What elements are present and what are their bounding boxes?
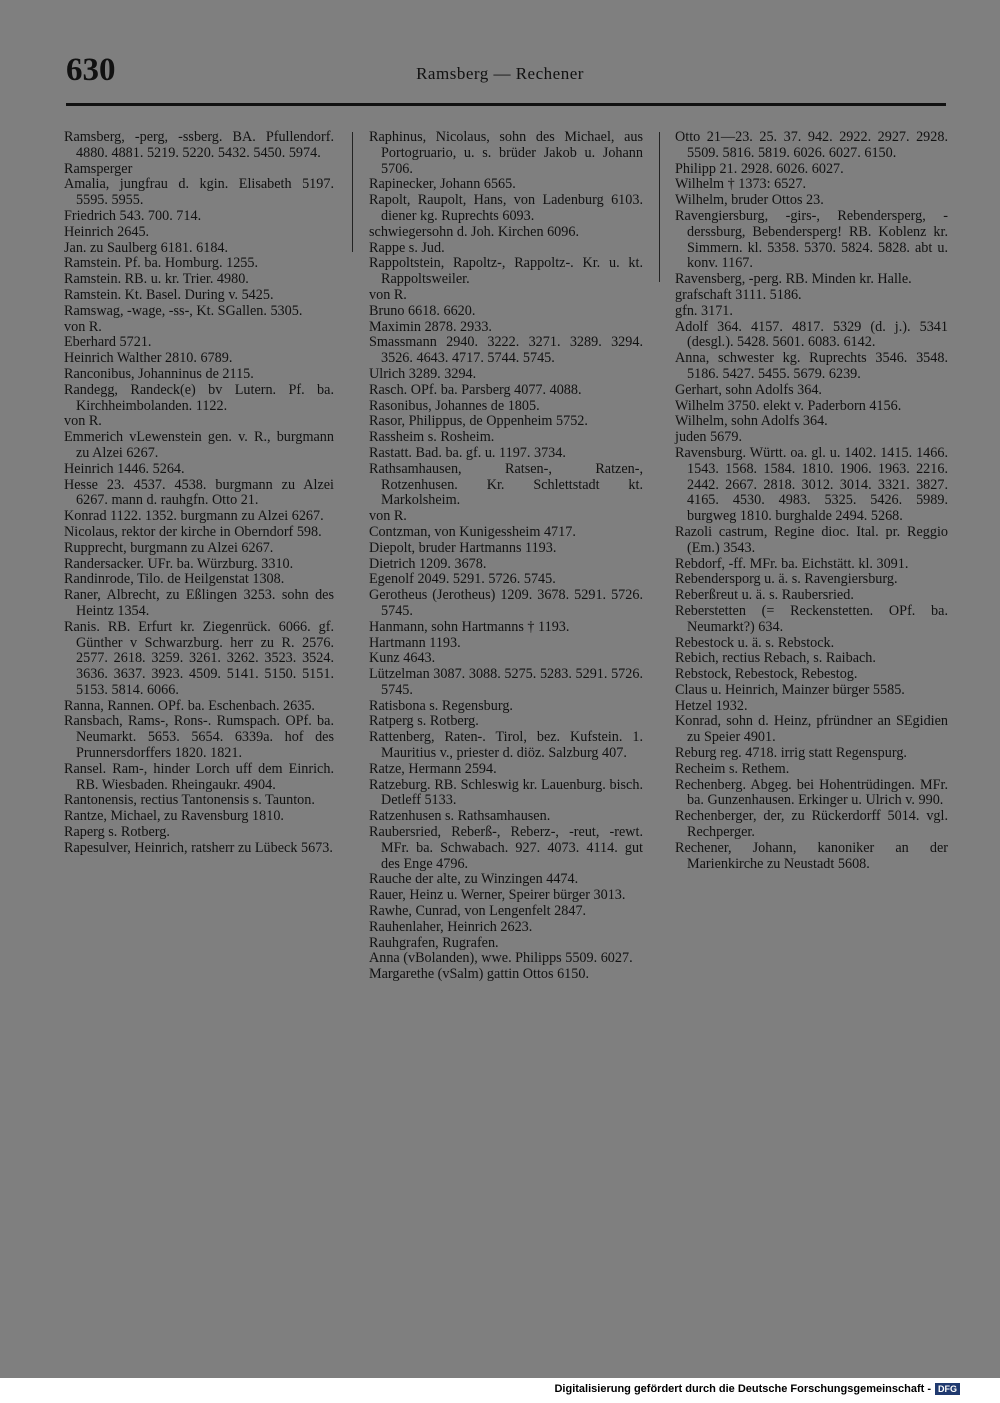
index-entry: Rechenberger, der, zu Rückerdorff 5014. vgl. Rechperger. — [675, 808, 948, 841]
index-entry: Ravensburg. Württ. oa. gl. u. 1402. 1415. 1466. 1543. 1568. 1584. 1810. 1906. 1963. 2216. 2442. 2667. 2818. 3012. 3014. 3321. 3827. 4165. 4530. 4983. 5325. 5426. 5989. burgweg 1810. burghalde 2494. 5268. — [675, 444, 948, 525]
index-entry: Recheim s. Rethem. — [675, 760, 790, 777]
index-entry: von R. — [369, 286, 407, 303]
index-entry: Konrad 1122. 1352. burgmann zu Alzei 6267. — [64, 508, 324, 525]
index-entry: Margarethe (vSalm) gattin Ottos 6150. — [369, 966, 589, 983]
index-entry: Rantonensis, rectius Tantonensis s. Taunton. — [64, 792, 315, 809]
column-divider — [352, 132, 353, 252]
index-entry: Rapesulver, Heinrich, ratsherr zu Lübeck 5673. — [64, 839, 333, 856]
dfg-logo: DFG — [935, 1383, 960, 1395]
index-entry: Heinrich 2645. — [64, 223, 150, 240]
index-entry: Ramswag, -wage, -ss-, Kt. SGallen. 5305. — [64, 302, 303, 319]
index-entry: Jan. zu Saulberg 6181. 6184. — [64, 239, 229, 256]
index-column-middle — [369, 130, 643, 983]
index-entry: Reberßreut u. ä. s. Raubersried. — [675, 587, 854, 604]
index-entry: Konrad, sohn d. Heinz, pfründner an SEgidien zu Speier 4901. — [675, 713, 948, 746]
index-entry: Smassmann 2940. 3222. 3271. 3289. 3294. 3526. 4643. 4717. 5744. 5745. — [369, 334, 643, 367]
index-entry: Hanmann, sohn Hartmanns † 1193. — [369, 618, 570, 635]
index-entry: von R. — [64, 413, 102, 430]
index-entry: Anna (vBolanden), wwe. Philipps 5509. 6027. — [369, 950, 633, 967]
index-entry: Rapinecker, Johann 6565. — [369, 176, 516, 193]
index-entry: Rattenberg, Raten-. Tirol, bez. Kufstein. 1. Mauritius v., priester d. diöz. Salzburg 407. — [369, 729, 643, 762]
index-entry: Ramstein. RB. u. kr. Trier. 4980. — [64, 271, 249, 288]
index-entry: Reberstetten (= Reckenstetten. OPf. ba. Neumarkt?) 634. — [675, 602, 948, 635]
index-entry: Ramstein. Kt. Basel. During v. 5425. — [64, 286, 274, 303]
index-entry: Ramsperger — [64, 160, 133, 177]
index-entry: Dietrich 1209. 3678. — [369, 555, 487, 572]
index-entry: Rappe s. Jud. — [369, 239, 445, 256]
index-entry: Rebestock u. ä. s. Rebstock. — [675, 634, 835, 651]
index-entry: Raperg s. Rotberg. — [64, 824, 170, 841]
index-entry: Rasch. OPf. ba. Parsberg 4077. 4088. — [369, 381, 582, 398]
index-entry: Egenolf 2049. 5291. 5726. 5745. — [369, 571, 556, 588]
page-number: 630 — [66, 52, 116, 88]
index-entry: Rapolt, Raupolt, Hans, von Ladenburg 6103. diener kg. Ruprechts 6093. — [369, 192, 643, 224]
index-entry: Rathsamhausen, Ratsen-, Ratzen-, Rotzenhusen. Kr. Schlettstadt kt. Markolsheim. — [369, 460, 643, 509]
index-entry: Hesse 23. 4537. 4538. burgmann zu Alzei 6267. mann d. rauhgfn. Otto 21. — [64, 476, 334, 509]
footer-credit-text: Digitalisierung gefördert durch die Deutsche Forschungsgemeinschaft - — [554, 1383, 931, 1395]
index-entry: Rawhe, Cunrad, von Lengenfelt 2847. — [369, 903, 587, 920]
index-entry: Anna, schwester kg. Ruprechts 3546. 3548. 5186. 5427. 5455. 5679. 6239. — [675, 350, 948, 382]
index-entry: Contzman, von Kunigessheim 4717. — [369, 523, 576, 540]
index-entry: Hartmann 1193. — [369, 634, 461, 651]
index-entry: Amalia, jungfrau d. kgin. Elisabeth 5197. 5595. 5955. — [64, 176, 334, 209]
index-entry: Rasonibus, Johannes de 1805. — [369, 397, 540, 414]
index-entry: schwiegersohn d. Joh. Kirchen 6096. — [369, 223, 580, 240]
index-entry: Wilhelm † 1373: 6527. — [675, 176, 807, 193]
index-entry: Raubersried, Reberß-, Reberz-, -reut, -rewt. MFr. ba. Schwabach. 927. 4073. 4114. gut des Enge 4796. — [369, 824, 643, 872]
index-entry: Ransbach, Rams-, Rons-. Rumspach. OPf. ba. Neumarkt. 5653. 5654. 6339a. hof des Prunnersdorffers 1820. 1821. — [64, 713, 334, 762]
index-entry: Rauer, Heinz u. Werner, Speirer bürger 3013. — [369, 887, 626, 904]
column-divider — [659, 132, 660, 282]
index-column-left — [64, 130, 334, 857]
index-entry: Randegg, Randeck(e) bv Lutern. Pf. ba. Kirchheimbolanden. 1122. — [64, 381, 334, 414]
index-entry: Rechenberg. Abgeg. bei Hohentrüdingen. MFr. ba. Gunzenhausen. Erkinger u. Ulrich v. 990. — [675, 776, 948, 809]
index-entry: Heinrich 1446. 5264. — [64, 460, 185, 477]
index-entry: von R. — [369, 508, 407, 525]
index-entry: Rebendersporg u. ä. s. Ravengiersburg. — [675, 571, 898, 588]
index-entry: Rupprecht, burgmann zu Alzei 6267. — [64, 539, 274, 556]
index-entry: Ravensberg, -perg. RB. Minden kr. Halle. — [675, 271, 912, 288]
index-entry: Ramsberg, -perg, -ssberg. BA. Pfullendorf. 4880. 4881. 5219. 5220. 5432. 5450. 5974. — [64, 129, 334, 161]
index-entry: von R. — [64, 318, 102, 335]
index-entry: Eberhard 5721. — [64, 334, 152, 351]
index-entry: Ravengiersburg, -girs-, Rebendersperg, -derssburg, Bebendersperg! RB. Koblenz kr. Simmern. kl. 5358. 5370. 5824. 5828. abt u. konv. 1167. — [675, 207, 948, 272]
index-entry: Ratzeburg. RB. Schleswig kr. Lauenburg. bisch. Detleff 5133. — [369, 776, 643, 809]
index-entry: Rauhenlaher, Heinrich 2623. — [369, 918, 533, 935]
index-entry: Rebstock, Rebestock, Rebestog. — [675, 666, 858, 683]
index-entry: Adolf 364. 4157. 4817. 5329 (d. j.). 5341 (desgl.). 5428. 5601. 6083. 6142. — [675, 318, 948, 351]
index-entry: Ransel. Ram-, hinder Lorch uff dem Einrich. RB. Wiesbaden. Rheingaukr. 4904. — [64, 760, 334, 793]
index-entry: Nicolaus, rektor der kirche in Oberndorf 598. — [64, 523, 322, 540]
index-entry: grafschaft 3111. 5186. — [675, 286, 802, 303]
index-entry: Hetzel 1932. — [675, 697, 748, 714]
index-entry: Ratisbona s. Regensburg. — [369, 697, 513, 714]
index-entry: Philipp 21. 2928. 6026. 6027. — [675, 160, 844, 177]
index-entry: Rasor, Philippus, de Oppenheim 5752. — [369, 413, 588, 430]
index-entry: Rebich, rectius Rebach, s. Raibach. — [675, 650, 876, 667]
index-entry: Raphinus, Nicolaus, sohn des Michael, aus Portogruario, u. s. brüder Jakob u. Johann 5706. — [369, 129, 643, 177]
index-entry: Claus u. Heinrich, Mainzer bürger 5585. — [675, 681, 905, 698]
index-entry: Rebdorf, -ff. MFr. ba. Eichstätt. kl. 3091. — [675, 555, 909, 572]
index-entry: juden 5679. — [675, 429, 742, 446]
index-entry: Ranis. RB. Erfurt kr. Ziegenrück. 6066. gf. Günther v Schwarzburg. herr zu R. 2576. 2577. 2618. 3259. 3261. 3262. 3523. 3524. 3636. 3637. 3923. 4509. 5141. 5150. 5151. 5153. 5814. 6066. — [64, 618, 334, 698]
index-entry: Reburg reg. 4718. irrig statt Regenspurg. — [675, 745, 907, 762]
index-entry: Randinrode, Tilo. de Heilgenstat 1308. — [64, 571, 285, 588]
running-title: Ramsberg — Rechener — [416, 64, 584, 83]
index-entry: Rastatt. Bad. ba. gf. u. 1197. 3734. — [369, 444, 566, 461]
index-entry: Rassheim s. Rosheim. — [369, 429, 495, 446]
index-entry: Wilhelm 3750. elekt v. Paderborn 4156. — [675, 397, 902, 414]
index-entry: Rauhgrafen, Rugrafen. — [369, 934, 499, 951]
index-entry: Randersacker. UFr. ba. Würzburg. 3310. — [64, 555, 294, 572]
index-entry: Lützelman 3087. 3088. 5275. 5283. 5291. 5726. 5745. — [369, 666, 643, 698]
index-entry: Bruno 6618. 6620. — [369, 302, 476, 319]
index-column-right — [675, 130, 948, 872]
index-entry: Heinrich Walther 2810. 6789. — [64, 350, 233, 367]
index-entry: Kunz 4643. — [369, 650, 436, 667]
index-entry: Rantze, Michael, zu Ravensburg 1810. — [64, 808, 284, 825]
index-entry: Ramstein. Pf. ba. Homburg. 1255. — [64, 255, 259, 272]
index-entry: Ratperg s. Rotberg. — [369, 713, 479, 730]
index-entry: Wilhelm, sohn Adolfs 364. — [675, 413, 828, 430]
index-entry: Friedrich 543. 700. 714. — [64, 207, 202, 224]
index-entry: gfn. 3171. — [675, 302, 733, 319]
index-entry: Diepolt, bruder Hartmanns 1193. — [369, 539, 557, 556]
index-entry: Rauche der alte, zu Winzingen 4474. — [369, 871, 579, 888]
index-entry: Otto 21—23. 25. 37. 942. 2922. 2927. 2928. 5509. 5816. 5819. 6026. 6027. 6150. — [675, 129, 948, 161]
index-entry: Rechener, Johann, kanoniker an der Marienkirche zu Neustadt 5608. — [675, 839, 948, 872]
index-entry: Maximin 2878. 2933. — [369, 318, 492, 335]
index-entry: Emmerich vLewenstein gen. v. R., burgmann zu Alzei 6267. — [64, 429, 334, 461]
index-entry: Gerotheus (Jerotheus) 1209. 3678. 5291. 5726. 5745. — [369, 587, 643, 619]
index-entry: Wilhelm, bruder Ottos 23. — [675, 192, 824, 209]
index-entry: Rappoltstein, Rapoltz-, Rappoltz-. Kr. u. kt. Rappoltsweiler. — [369, 255, 643, 288]
index-entry: Ulrich 3289. 3294. — [369, 365, 477, 382]
index-entry: Ratze, Hermann 2594. — [369, 760, 497, 777]
index-entry: Gerhart, sohn Adolfs 364. — [675, 381, 822, 398]
index-entry: Ranconibus, Johanninus de 2115. — [64, 365, 254, 382]
header-rule — [66, 103, 946, 106]
footer-credit — [554, 1383, 960, 1395]
index-entry: Raner, Albrecht, zu Eßlingen 3253. sohn des Heintz 1354. — [64, 587, 334, 619]
index-entry: Ranna, Rannen. OPf. ba. Eschenbach. 2635. — [64, 697, 315, 714]
index-entry: Ratzenhusen s. Rathsamhausen. — [369, 808, 551, 825]
index-entry: Razoli castrum, Regine dioc. Ital. pr. Reggio (Em.) 3543. — [675, 523, 948, 556]
